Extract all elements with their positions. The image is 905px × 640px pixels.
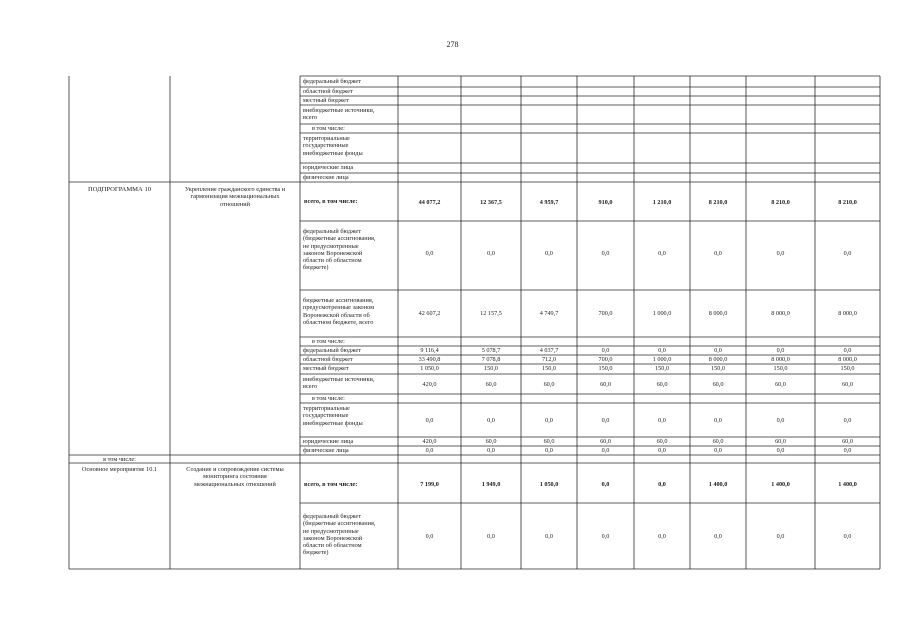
cell-value: 7 199,0 <box>420 481 439 488</box>
cell-value: 150,0 <box>773 365 788 372</box>
cell-value: 8 000,0 <box>771 356 790 363</box>
cell-value: 60,0 <box>712 438 724 445</box>
cell-value: 8 000,0 <box>708 356 728 363</box>
cell-value: 712,0 <box>542 356 556 363</box>
cell-value: 0,0 <box>843 533 852 540</box>
cell-value: 0,0 <box>843 347 852 354</box>
event-name: Создание и сопровождение системы мониторинга состояния межнациональных отношений <box>186 466 284 488</box>
row-allocations-label: бюджетные ассигнования, предусмотренные законом Воронежской области об областном бюджете, всего <box>303 297 375 326</box>
cell-value: 0,0 <box>658 417 666 424</box>
event-federal-label: федеральный бюджет (бюджетные ассигнования, не предусмотренные законом Воронежской области об областном бюджете) <box>303 513 376 557</box>
cell-value: 0,0 <box>843 417 852 424</box>
row-regional-label: областной бюджет <box>303 356 353 363</box>
cell-value: 1 000,0 <box>652 356 672 363</box>
cell-value: 150,0 <box>655 365 669 372</box>
cell-value: 60,0 <box>775 381 786 388</box>
cell-value: 4 037,7 <box>539 347 559 354</box>
cell-value: 0,0 <box>601 447 610 454</box>
label-territorial-funds: территориальные государственные внебюджетные фонды <box>303 135 363 157</box>
cell-value: 0,0 <box>714 417 722 424</box>
cell-value: 150,0 <box>598 365 613 372</box>
cell-value: 8 000,0 <box>838 356 857 363</box>
cell-value: 0,0 <box>545 447 553 454</box>
cell-value: 60,0 <box>543 438 555 445</box>
event-total-label: всего, в том числе: <box>304 481 358 488</box>
cell-value: 0,0 <box>545 250 553 257</box>
row-individuals-label: физические лица <box>303 447 349 454</box>
event-code: Основное мероприятие 10.1 <box>81 466 158 473</box>
cell-value: 1 400,0 <box>838 481 857 488</box>
cell-value: 0,0 <box>714 347 722 354</box>
label-including: в том числе: <box>312 125 345 132</box>
label-legal-entities: юридические лица <box>303 164 354 171</box>
cell-value: 9 116,4 <box>420 347 439 354</box>
row-federal-unforeseen-label: федеральный бюджет (бюджетные ассигнования, не предусмотренные законом Воронежской области об областном бюджете) <box>303 228 376 272</box>
cell-value: 0,0 <box>776 533 785 540</box>
cell-value: 0,0 <box>487 447 495 454</box>
cell-value: 8 000,0 <box>708 310 728 317</box>
cell-value: 0,0 <box>425 447 434 454</box>
cell-value: 12 367,5 <box>480 199 502 206</box>
cell-value: 420,0 <box>422 381 437 388</box>
cell-value: 1 400,0 <box>771 481 790 488</box>
cell-value: 0,0 <box>487 533 495 540</box>
cell-value: 33 490,8 <box>418 356 441 363</box>
subprogram-code: ПОДПРОГРАММА 10 <box>87 186 152 193</box>
cell-value: 4 959,7 <box>539 199 559 206</box>
cell-value: 0,0 <box>545 533 553 540</box>
cell-value: 0,0 <box>601 347 610 354</box>
cell-value: 1 400,0 <box>708 481 728 488</box>
cell-value: 60,0 <box>600 438 611 445</box>
cell-value: 0,0 <box>714 250 722 257</box>
cell-value: 150,0 <box>484 365 498 372</box>
cell-value: 60,0 <box>600 381 611 388</box>
including-separator: в том числе: <box>103 456 136 463</box>
cell-value: 42 607,2 <box>418 310 441 317</box>
cell-value: 1 949,0 <box>481 481 501 488</box>
label-extrabudgetary: внебюджетные источники, всего <box>303 107 375 122</box>
cell-value: 1 050,0 <box>420 365 439 372</box>
cell-value: 0,0 <box>843 250 852 257</box>
cell-value: 8 000,0 <box>838 310 857 317</box>
cell-value: 0,0 <box>843 447 852 454</box>
label-regional-budget: областной бюджет <box>303 88 353 95</box>
cell-value: 0,0 <box>776 447 785 454</box>
label-local-budget: местный бюджет <box>303 97 349 104</box>
cell-value: 60,0 <box>842 381 853 388</box>
cell-value: 60,0 <box>543 381 555 388</box>
label-individuals: физические лица <box>303 174 349 181</box>
subprogram-name: Укрепление гражданского единства и гармонизация межнациональных отношений <box>184 186 286 208</box>
cell-value: 60,0 <box>842 438 853 445</box>
label-federal-budget: федеральный бюджет <box>303 78 361 85</box>
cell-value: 0,0 <box>601 533 610 540</box>
cell-value: 12 157,5 <box>480 310 502 317</box>
row-territorial-label: территориальные государственные внебюджетные фонды <box>303 405 363 427</box>
row-legal-label: юридические лица <box>303 438 354 445</box>
cell-value: 60,0 <box>656 438 668 445</box>
cell-value: 0,0 <box>601 250 610 257</box>
cell-value: 0,0 <box>776 347 785 354</box>
cell-value: 7 078,8 <box>481 356 501 363</box>
cell-value: 150,0 <box>840 365 855 372</box>
row-including-label: в том числе: <box>312 338 345 345</box>
row-total-label: всего, в том числе: <box>304 198 358 205</box>
cell-value: 0,0 <box>714 533 722 540</box>
cell-value: 44 077,2 <box>418 199 441 206</box>
cell-value: 0,0 <box>545 417 553 424</box>
cell-value: 0,0 <box>487 417 495 424</box>
cell-value: 1 000,0 <box>652 310 672 317</box>
cell-value: 150,0 <box>711 365 725 372</box>
cell-value: 0,0 <box>658 447 666 454</box>
cell-value: 0,0 <box>776 417 785 424</box>
cell-value: 8 210,0 <box>708 199 728 206</box>
cell-value: 0,0 <box>487 250 495 257</box>
cell-value: 60,0 <box>485 438 497 445</box>
cell-value: 0,0 <box>658 347 666 354</box>
cell-value: 0,0 <box>425 533 434 540</box>
row-federal-label: федеральный бюджет <box>303 347 361 354</box>
cell-value: 0,0 <box>714 447 722 454</box>
page-number: 278 <box>446 40 459 49</box>
cell-value: 4 749,7 <box>539 310 559 317</box>
cell-value: 8 000,0 <box>771 310 790 317</box>
cell-value: 0,0 <box>658 481 666 488</box>
cell-value: 0,0 <box>776 250 785 257</box>
cell-value: 60,0 <box>485 381 497 388</box>
cell-value: 60,0 <box>656 381 668 388</box>
row-extrabudgetary-label: внебюджетные источники, всего <box>303 376 375 391</box>
cell-value: 8 210,0 <box>771 199 790 206</box>
cell-value: 420,0 <box>422 438 437 445</box>
cell-value: 0,0 <box>425 250 434 257</box>
cell-value: 700,0 <box>598 310 613 317</box>
row-including2-label: в том числе: <box>312 395 345 402</box>
cell-value: 0,0 <box>601 417 610 424</box>
cell-value: 0,0 <box>658 533 666 540</box>
cell-value: 5 078,7 <box>481 347 501 354</box>
cell-value: 60,0 <box>775 438 786 445</box>
cell-value: 150,0 <box>542 365 556 372</box>
cell-value: 8 210,0 <box>838 199 857 206</box>
cell-value: 0,0 <box>425 417 434 424</box>
cell-value: 0,0 <box>658 250 666 257</box>
cell-value: 1 210,0 <box>652 199 672 206</box>
cell-value: 910,0 <box>598 199 613 206</box>
cell-value: 1 050,0 <box>539 481 559 488</box>
cell-value: 60,0 <box>712 381 724 388</box>
row-local-label: местный бюджет <box>303 365 349 372</box>
cell-value: 700,0 <box>598 356 613 363</box>
cell-value: 0,0 <box>601 481 610 488</box>
